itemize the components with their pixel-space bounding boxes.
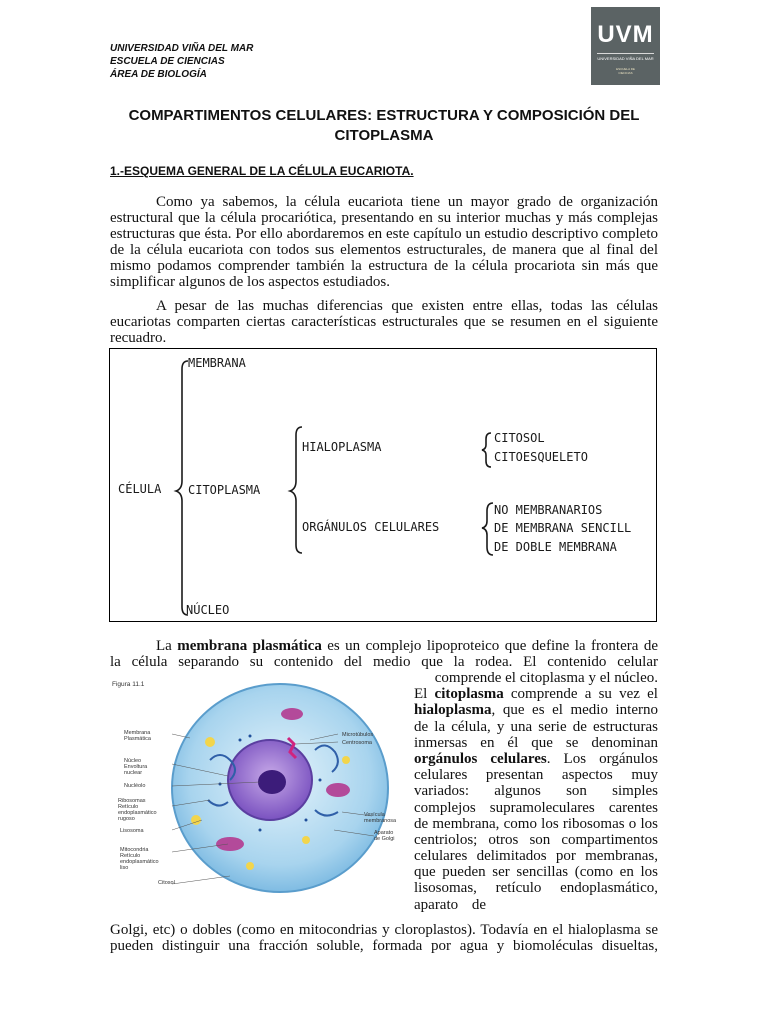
logo-sub-2: CIENCIAS [618, 71, 633, 75]
intro-paragraph: Como ya sabemos, la célula eucariota tiene un mayor grado de organización estructural que la célula procariótica, presentando en su interior muchas y más complejas estructuras que ésta. Por ello abordaremos en este capítulo un estudio descriptivo completo de la célula eucariota con todos sus elementos estructurales, de manera que al final del mismo podamos comprender también la estructura de la célula procariota sin más que simplificar algunos de los aspectos estudiados. [110, 194, 658, 290]
col-line-11: centriolos; otros son compartimentos [414, 831, 658, 848]
term-hialoplasma: hialoplasma [414, 702, 492, 719]
brace-organulos [482, 503, 493, 555]
institution-school: ESCUELA DE CIENCIAS [110, 56, 225, 67]
col-line-1: comprende el citoplasma y el núcleo. [434, 670, 658, 686]
scheme-citoesqueleto: CITOESQUELETO [494, 450, 588, 464]
second-paragraph: A pesar de las muchas diferencias que existen entre ellas, todas las células eucariotas comparten ciertas características estructurales que se resumen en el siguiente recuadro. [110, 298, 658, 346]
title-line-2: CITOPLASMA [334, 127, 434, 144]
term-organulos: orgánulos celulares [414, 750, 547, 767]
col-line-3: hialoplasma, que es el medio interno [414, 702, 658, 719]
scheme-citoplasma: CITOPLASMA [188, 483, 261, 497]
col-line-4: de la célula, y una serie de estructuras [414, 718, 658, 735]
label-centrosoma: Centrosoma [342, 740, 372, 746]
col-line-10: de membrana, como los ribosomas o los [414, 815, 658, 832]
nucleolus-shape [258, 770, 286, 794]
institution-block [110, 42, 253, 81]
institution-area: ÁREA DE BIOLOGÍA [110, 69, 207, 80]
logo-name: UNIVERSIDAD VIÑA DEL MAR [597, 56, 654, 61]
col-line-14: lisosomas, retículo endoplasmático, [414, 880, 658, 897]
label-nucleo: Núcleo Envoltura nuclear [124, 758, 148, 776]
label-vesicula: Vesícula membranosa [364, 812, 397, 824]
scheme-citosol: CITOSOL [494, 431, 545, 445]
scheme-membrana: MEMBRANA [188, 356, 246, 370]
col-line-12: celulares delimitados por membranas, [414, 848, 658, 865]
col-line-15: aparato de [414, 896, 487, 913]
mitochondrion-top [281, 708, 303, 720]
membrane-paragraph-bottom [110, 922, 658, 954]
scheme-doble-membrana: DE DOBLE MEMBRANA [494, 540, 617, 554]
col-line-8: variados: algunos son simples [414, 783, 658, 800]
figure-caption: Figura 11.1 [112, 681, 145, 688]
term-citoplasma: citoplasma [434, 686, 504, 703]
logo-sub-1: ESCUELA DE [616, 67, 635, 71]
page-title [110, 106, 658, 146]
logo-divider [597, 53, 654, 54]
membrane-line-2: la célula separando su contenido del medio que la rodea. El contenido celular [110, 654, 658, 671]
membrane-text-column [414, 670, 658, 913]
brace-hialoplasma [482, 433, 491, 467]
scheme-no-membranarios: NO MEMBRANARIOS [494, 503, 603, 517]
scheme-hialoplasma: HIALOPLASMA [302, 440, 382, 454]
col-line-6: orgánulos celulares. Los orgánulos [414, 750, 658, 767]
membrane-line-1: La membrana plasmática es un complejo lipoproteico que define la frontera de [156, 638, 658, 654]
title-line-1: COMPARTIMENTOS CELULARES: ESTRUCTURA Y COMPOSICIÓN DEL [128, 107, 640, 124]
label-citosol: Citosol [158, 880, 175, 886]
cell-scheme-box [109, 348, 657, 622]
mitochondrion-bottom [216, 837, 244, 851]
term-membrana-plasmatica: membrana plasmática [177, 638, 322, 654]
uvm-logo [591, 7, 660, 85]
final-line-2: pueden distinguir una fracción soluble, formada por agua y biomoléculas disueltas, [110, 938, 658, 955]
label-mitocondria: Mitocondria Retículo endoplasmático liso [120, 847, 159, 871]
label-lisosoma: Lisosoma [120, 828, 144, 834]
label-nucleolo: Nucléolo [124, 783, 146, 789]
col-line-7: celulares presentan aspectos muy [414, 767, 658, 784]
brace-citoplasma [290, 427, 302, 553]
label-golgi: Aparato de Golgi [374, 830, 395, 842]
scheme-nucleo: NÚCLEO [186, 603, 230, 617]
section-heading: 1.-ESQUEMA GENERAL DE LA CÉLULA EUCARIOTA. [110, 164, 414, 178]
label-membrana: Membrana Plasmática [124, 730, 151, 742]
mitochondrion-right [326, 783, 350, 797]
cell-figure [110, 680, 407, 908]
brace-main [176, 361, 188, 615]
eukaryotic-cell-illustration [110, 680, 407, 908]
scheme-organulos: ORGÁNULOS CELULARES [302, 520, 440, 534]
membrane-paragraph-top [110, 638, 658, 670]
scheme-membrana-sencilla: DE MEMBRANA SENCILL [494, 521, 632, 535]
col-line-9: complejos supramoleculares carentes [414, 799, 658, 816]
logo-abbr: UVM [597, 21, 654, 48]
institution-university: UNIVERSIDAD VIÑA DEL MAR [110, 43, 254, 54]
label-ribosomas: Ribosomas Retículo endoplasmático rugoso [118, 798, 157, 822]
scheme-celula: CÉLULA [118, 482, 162, 496]
col-line-13: que pueden ser sencillas (como en los [414, 864, 658, 881]
col-line-5: inmersas en él que se denominan [414, 734, 658, 751]
label-microtubulos: Microtúbulos [342, 732, 374, 738]
col-line-2: El citoplasma comprende a su vez el [414, 686, 658, 703]
final-line-1: Golgi, etc) o dobles (como en mitocondrias y cloroplastos). Todavía en el hialoplasma se [110, 922, 658, 938]
